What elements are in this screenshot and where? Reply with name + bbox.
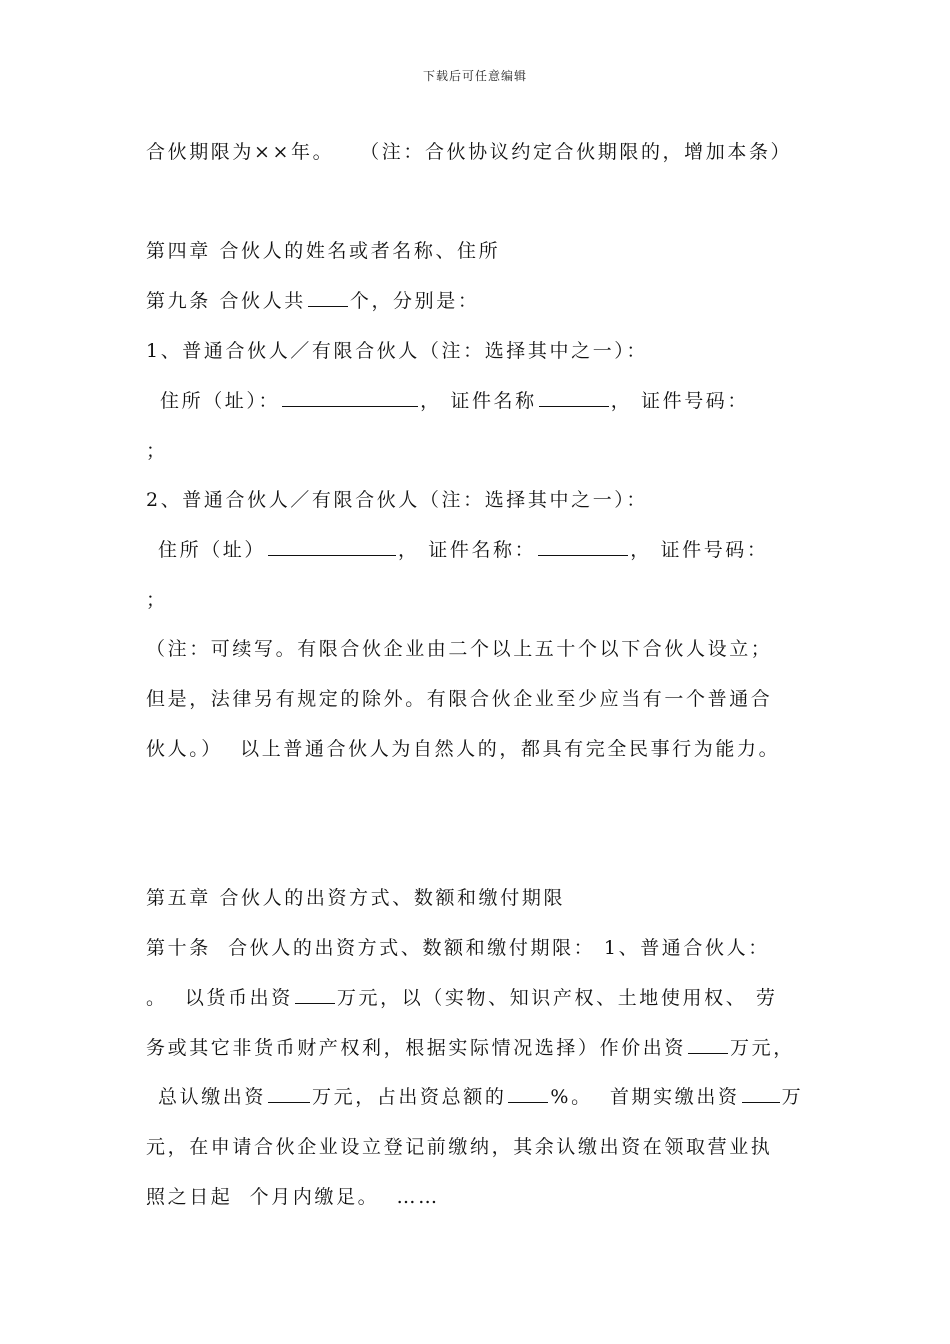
cash-contribution-label: 。 以货币出资 [146,987,293,1009]
partner-1-id-name-label: ， 证件名称 [420,390,537,412]
partner-1-id-name-blank [539,388,609,407]
contribution-line-3 [146,1035,795,1061]
partner-1-id-no-label: ， 证件号码： [610,390,749,412]
contribution-line-5: 元，在申请合伙企业设立登记前缴纳，其余认缴出资在领取营业执 [146,1136,773,1158]
contribution-line-2 [146,985,778,1011]
partner-2-id-name-label: ， 证件名称： [398,539,537,561]
partner-2-address-label: 住所（址） [158,539,267,561]
partner-2-id-no-label: ， 证件号码： [630,539,769,561]
partner-2-title: 2、普通合伙人／有限合伙人（注：选择其中之一）： [146,489,648,511]
page-header: 下载后可任意编辑 [422,69,527,83]
first-payment-label: %。 首期实缴出资 [550,1086,740,1108]
first-payment-blank [742,1084,780,1103]
note-line-2: 但是，法律另有规定的除外。有限合伙企业至少应当有一个普通合 [146,688,773,710]
non-cash-label: 万元，以（实物、知识产权、土地使用权、 劳 [336,987,778,1009]
non-cash-amount-blank [688,1035,728,1054]
total-amount-blank [268,1084,310,1103]
article-9 [146,288,479,314]
total-subscribed-label: 总认缴出资 [158,1086,267,1108]
partner-2-address-blank [268,537,396,556]
contribution-line-6: 照之日起 个月内缴足。 …… [146,1186,440,1208]
non-cash-unit: 万元， [730,1037,795,1059]
article-10: 第十条 合伙人的出资方式、数额和缴付期限： 1、普通合伙人： [146,937,770,959]
chapter-5-title: 第五章 合伙人的出资方式、数额和缴付期限 [146,887,566,909]
term-clause: 合伙期限为××年。 （注：合伙协议约定合伙期限的，增加本条） [146,141,793,163]
partner-1-address-label: 住所（址）： [160,390,281,412]
partner-2-fields [158,537,769,563]
chapter-4-title: 第四章 合伙人的姓名或者名称、住所 [146,240,501,262]
partner-1-address-blank [282,388,418,407]
article-9-suffix: 个，分别是： [349,290,480,312]
contribution-line-4 [158,1084,803,1110]
partner-1-title: 1、普通合伙人／有限合伙人（注：选择其中之一）： [146,340,648,362]
share-percent-blank [508,1084,548,1103]
share-label: 万元，占出资总额的 [312,1086,507,1108]
note-line-3: 伙人。） 以上普通合伙人为自然人的，都具有完全民事行为能力。 [146,738,781,760]
partner-2-end: ； [146,589,168,611]
partner-1-fields [160,388,749,414]
partner-2-id-name-blank [538,537,628,556]
non-cash-desc: 务或其它非货币财产权利，根据实际情况选择）作价出资 [146,1037,687,1059]
first-payment-unit: 万 [781,1086,804,1108]
cash-amount-blank [295,985,335,1004]
article-9-prefix: 第九条 合伙人共 [146,290,306,312]
partner-count-blank [308,288,348,307]
note-line-1: （注：可续写。有限合伙企业由二个以上五十个以下合伙人设立； [146,638,773,660]
partner-1-end: ； [146,440,168,462]
